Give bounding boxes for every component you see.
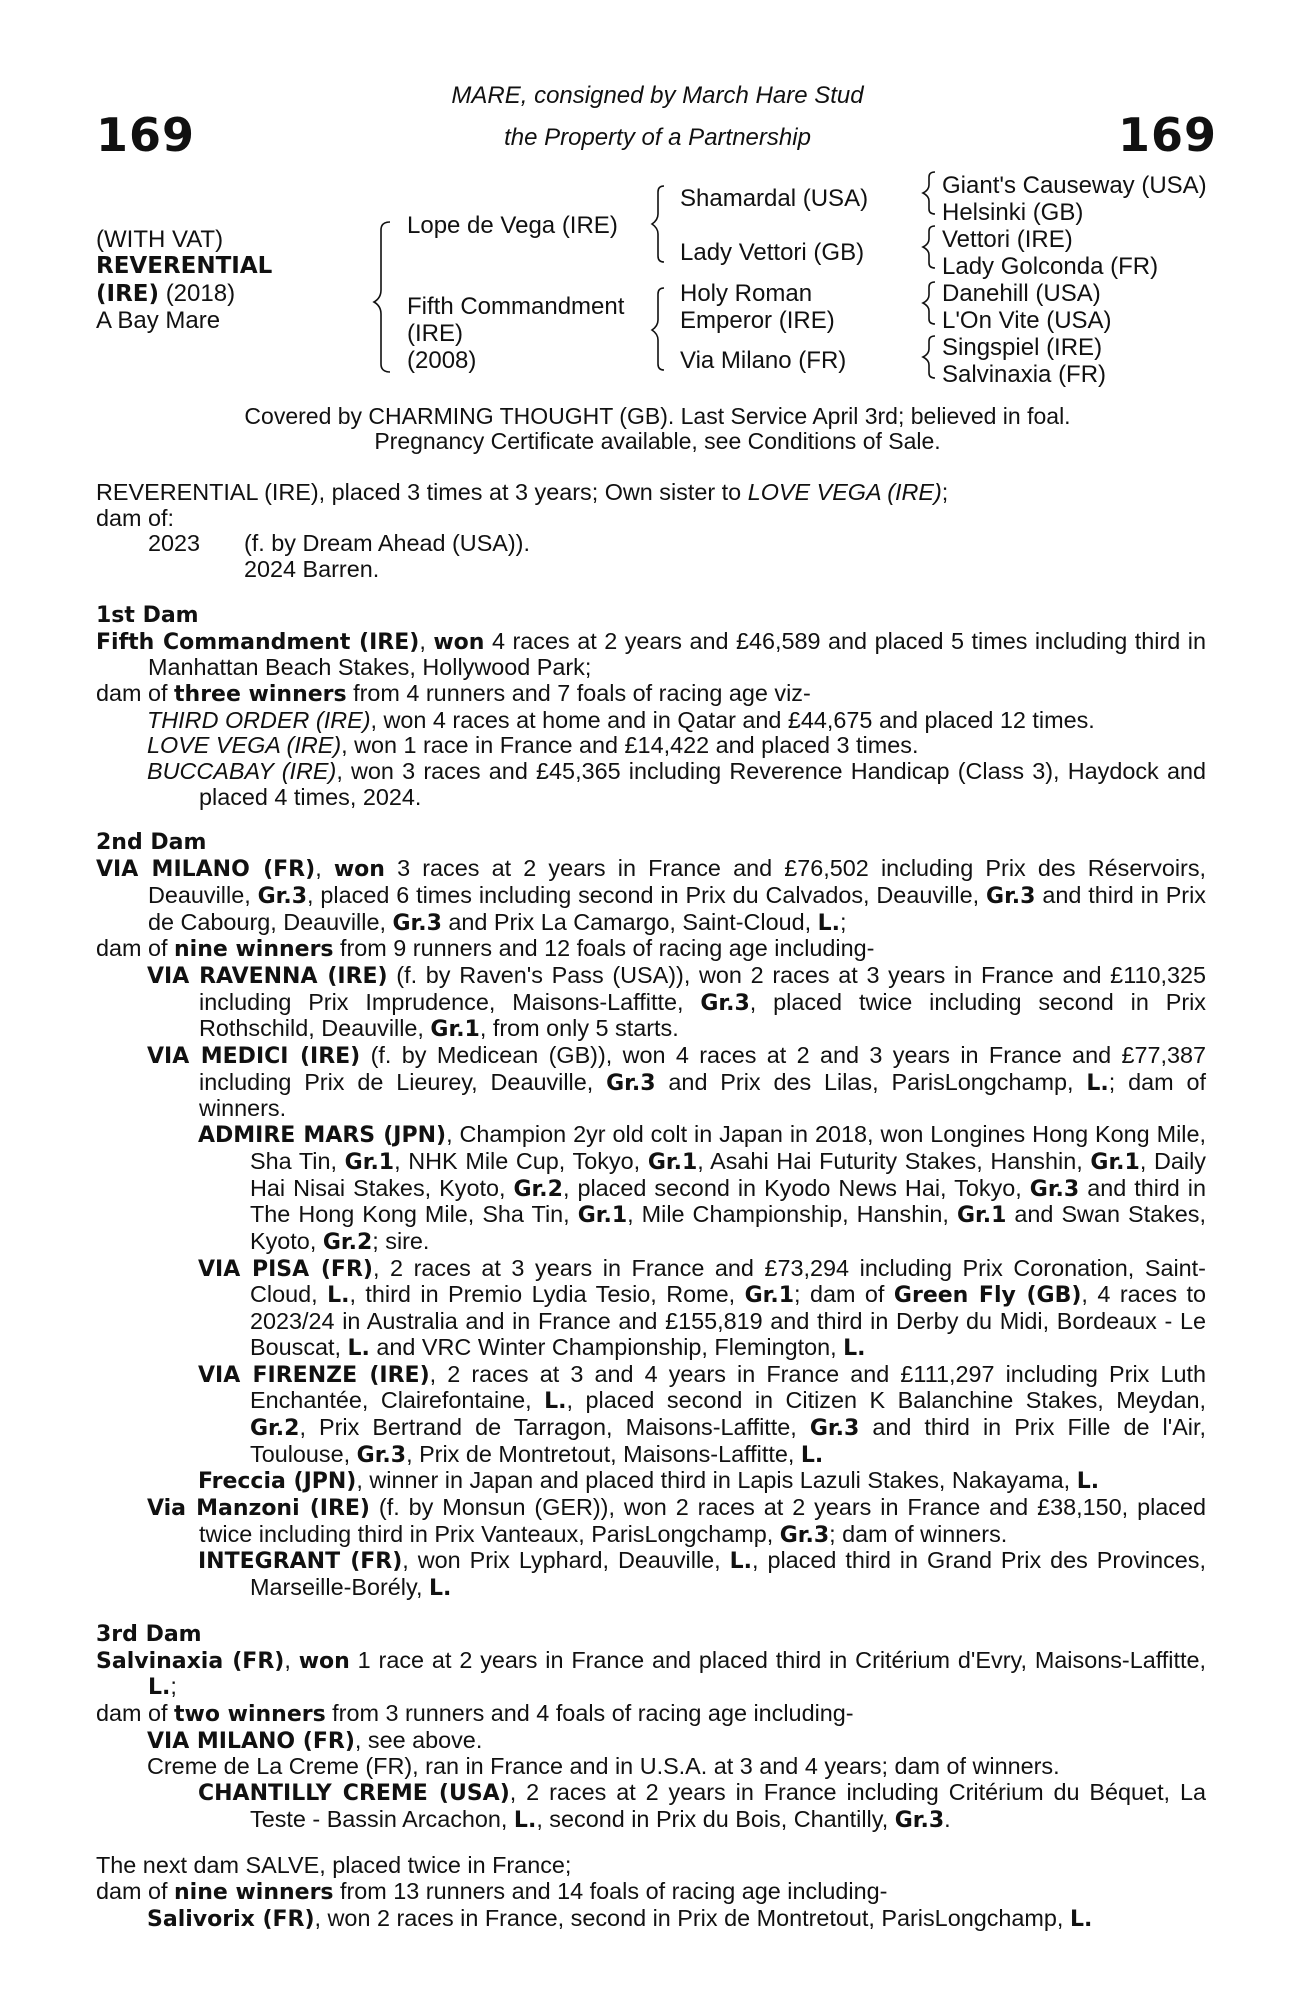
intro-line: REVERENTIAL (IRE), placed 3 times at 3 years; Own sister to LOVE VEGA (IRE); bbox=[96, 479, 949, 505]
horse-description: A Bay Mare bbox=[96, 307, 221, 334]
pedigree-sire-dam: Lady Vettori (GB) bbox=[680, 239, 865, 266]
progeny-admire-mars: ADMIRE MARS (JPN), Champion 2yr old colt in Japan in 2018, won Longines Hong Kong Mile, Sha Tin, Gr.1, NHK Mile Cup, Tokyo, Gr.1, Asahi Hai Futurity Stakes, Hanshin, Gr.1, Daily Hai Nisai Stakes, Kyoto, Gr.2, placed second in Kyodo News Hai, Tokyo, Gr.3 and third in The Hong Kong Mile, Sha Tin, Gr.1, Mile Championship, Hanshin, Gr.1 and Swan Stakes, Kyoto, Gr.2; sire. bbox=[198, 1121, 1207, 1255]
progeny-via-medici: VIA MEDICI (IRE) (f. by Medicean (GB)), won 4 races at 2 and 3 years in France and £77,387 including Prix de Lieurey, Deauville, Gr.3 and Prix des Lilas, ParisLongchamp, L.; dam of winners. bbox=[147, 1042, 1207, 1122]
produce-row: 2024 Barren. bbox=[244, 556, 380, 583]
second-dam-record: VIA MILANO (FR), won 3 races at 2 years in France and £76,502 including Prix des Réservoirs, Deauville, Gr.3, placed 6 times including second in Prix du Calvados, Deauville, Gr.3 and third in Prix de Cabourg, Deauville, Gr.3 and Prix La Camargo, Saint-Cloud, L.; bbox=[96, 855, 1207, 936]
horse-year: (2018) bbox=[165, 280, 236, 307]
pedigree-details bbox=[96, 480, 1206, 1933]
first-dam-heading: 1st Dam bbox=[96, 602, 199, 628]
progeny-freccia: Freccia (JPN), winner in Japan and placed third in Lapis Lazuli Stakes, Nakayama, L. bbox=[198, 1467, 1100, 1495]
progeny-via-firenze: VIA FIRENZE (IRE), 2 races at 3 and 4 years in France and £111,297 including Prix Luth Enchantée, Clairefontaine, L., placed second in Citizen K Balanchine Stakes, Meydan, Gr.2, Prix Bertrand de Tarragon, Maisons-Laffitte, Gr.3 and third in Prix Fille de l'Air, Toulouse, Gr.3, Prix de Montretout, Maisons-Laffitte, L. bbox=[198, 1360, 1206, 1468]
pedigree-braces bbox=[0, 0, 1315, 400]
progeny-chantilly-creme: CHANTILLY CREME (USA), 2 races at 2 years in France including Critérium du Béquet, La Teste - Bassin Arcachon, L., second in Prix du Bois, Chantilly, Gr.3. bbox=[198, 1779, 1206, 1833]
pedigree-dam-line1: Fifth Commandment bbox=[407, 293, 625, 320]
first-dam-record: Fifth Commandment (IRE), won 4 races at 2 years and £46,589 and placed 5 times including third in Manhattan Beach Stakes, Hollywood Park; bbox=[96, 627, 1206, 681]
progeny-creme-de-la-creme: Creme de La Creme (FR), ran in France and in U.S.A. at 3 and 4 years; dam of winners. bbox=[147, 1753, 1060, 1780]
lot-number-right: 169 bbox=[1118, 108, 1218, 162]
pedigree-sire: Lope de Vega (IRE) bbox=[407, 212, 618, 239]
progeny-via-ravenna: VIA RAVENNA (IRE) (f. by Raven's Pass (USA)), won 2 races at 3 years in France and £110,325 including Prix Imprudence, Maisons-Laffitte, Gr.3, placed twice including second in Prix Rothschild, Deauville, Gr.1, from only 5 starts. bbox=[147, 961, 1207, 1043]
pedigree-g3-7: Singspiel (IRE) bbox=[942, 334, 1103, 361]
next-dam-produce: dam of nine winners from 13 runners and 14 foals of racing age including- bbox=[96, 1878, 888, 1906]
pedigree-sire-sire: Shamardal (USA) bbox=[680, 185, 869, 212]
pedigree-g3-2: Helsinki (GB) bbox=[942, 199, 1084, 226]
pregnancy-line: Pregnancy Certificate available, see Conditions of Sale. bbox=[374, 428, 941, 454]
pedigree-g3-6: L'On Vite (USA) bbox=[942, 307, 1112, 334]
pedigree-g3-8: Salvinaxia (FR) bbox=[942, 361, 1107, 388]
pedigree-dam-sire-line1: Holy Roman bbox=[680, 280, 813, 307]
pedigree-dam-line2: (IRE) bbox=[407, 320, 463, 347]
first-dam-produce: dam of three winners from 4 runners and 7 foals of racing age viz- bbox=[96, 679, 811, 707]
first-dam-progeny-1: THIRD ORDER (IRE), won 4 races at home and in Qatar and £44,675 and placed 12 times. bbox=[147, 706, 1095, 733]
sister-name: LOVE VEGA (IRE) bbox=[747, 479, 942, 505]
pedigree-g3-4: Lady Golconda (FR) bbox=[942, 253, 1159, 280]
third-dam-heading: 3rd Dam bbox=[96, 1621, 202, 1647]
horse-name: REVERENTIAL bbox=[96, 253, 273, 279]
progeny-salivorix: Salivorix (FR), won 2 races in France, second in Prix de Montretout, ParisLongchamp, L. bbox=[147, 1904, 1093, 1932]
horse-country: (IRE) bbox=[96, 281, 160, 307]
lot-number-left: 169 bbox=[96, 108, 196, 162]
pedigree-g3-5: Danehill (USA) bbox=[942, 280, 1101, 307]
third-dam-record: Salvinaxia (FR), won 1 race at 2 years in France and placed third in Critérium d'Evry, Maisons-Laffitte, L.; bbox=[96, 1646, 1206, 1701]
progeny-via-milano: VIA MILANO (FR), see above. bbox=[147, 1726, 483, 1754]
first-dam-progeny-3: BUCCABAY (IRE), won 3 races and £45,365 including Reverence Handicap (Class 3), Haydock and placed 4 times, 2024. bbox=[147, 758, 1206, 810]
pedigree-g3-1: Giant's Causeway (USA) bbox=[942, 172, 1207, 199]
progeny-integrant: INTEGRANT (FR), won Prix Lyphard, Deauville, L., placed third in Grand Prix des Provinces, Marseille-Borély, L. bbox=[198, 1547, 1206, 1602]
second-dam-heading: 2nd Dam bbox=[96, 830, 207, 856]
pedigree-dam-line3: (2008) bbox=[407, 347, 477, 374]
intro-dam-of: dam of: bbox=[96, 504, 175, 531]
consignor-line: MARE, consigned by March Hare Stud bbox=[451, 82, 864, 109]
produce-row: 2023 (f. by Dream Ahead (USA)). bbox=[148, 530, 530, 557]
third-dam-produce: dam of two winners from 3 runners and 4 foals of racing age including- bbox=[96, 1699, 854, 1727]
covered-line: Covered by CHARMING THOUGHT (GB). Last Service April 3rd; believed in foal. bbox=[244, 403, 1071, 429]
pedigree-dam-dam: Via Milano (FR) bbox=[680, 347, 847, 374]
vat-note: (WITH VAT) bbox=[96, 226, 224, 253]
second-dam-produce: dam of nine winners from 9 runners and 12 foals of racing age including- bbox=[96, 935, 875, 963]
first-dam-progeny-2: LOVE VEGA (IRE), won 1 race in France and £14,422 and placed 3 times. bbox=[147, 732, 919, 759]
next-dam-line: The next dam SALVE, placed twice in France; bbox=[96, 1852, 572, 1879]
property-line: the Property of a Partnership bbox=[504, 124, 811, 151]
progeny-via-manzoni: Via Manzoni (IRE) (f. by Monsun (GER)), won 2 races at 2 years in France and £38,150, placed twice including third in Prix Vanteaux, ParisLongchamp, Gr.3; dam of winners. bbox=[147, 1494, 1207, 1548]
pedigree-g3-3: Vettori (IRE) bbox=[942, 226, 1073, 253]
progeny-via-pisa: VIA PISA (FR), 2 races at 3 years in France and £73,294 including Prix Coronation, Saint-Cloud, L., third in Premio Lydia Tesio, Rome, Gr.1; dam of Green Fly (GB), 4 races to 2023/24 in Australia and in France and £155,819 and third in Derby du Midi, Bordeaux - Le Bouscat, L. and VRC Winter Championship, Flemington, L. bbox=[198, 1254, 1206, 1361]
pedigree-dam-sire-line2: Emperor (IRE) bbox=[680, 307, 835, 334]
